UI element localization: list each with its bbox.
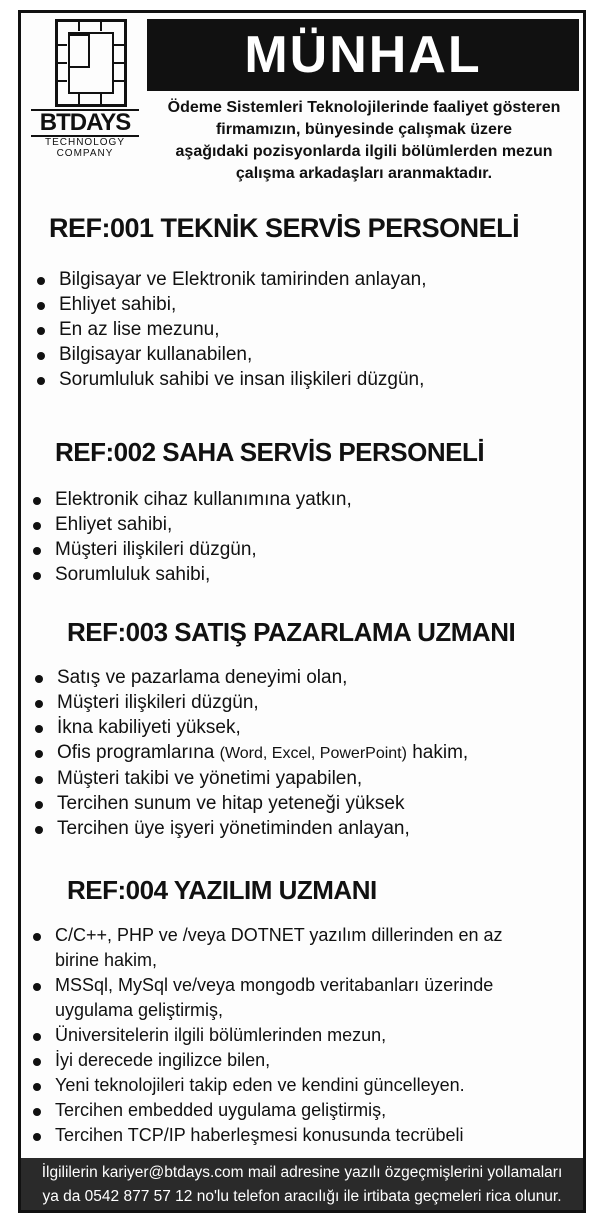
list-item: Müşteri ilişkileri düzgün,	[33, 690, 468, 715]
list-item: İkna kabiliyeti yüksek,	[33, 715, 468, 740]
list-item: Bilgisayar ve Elektronik tamirinden anlayan,	[35, 267, 427, 292]
list-item: MSSql, MySql ve/veya mongodb veritabanları üzerinde uygulama geliştirmiş,	[31, 973, 551, 1023]
list-item: Tercihen TCP/IP haberleşmesi konusunda tecrübeli	[31, 1123, 551, 1148]
intro-text	[145, 97, 583, 185]
footer-line: ya da 0542 877 57 12 no'lu telefon aracılığı ile irtibata geçmeleri rica olunur.	[42, 1188, 562, 1205]
intro-line: Ödeme Sistemleri Teknolojilerinde faaliyet gösteren	[167, 99, 561, 116]
list-item: Müşteri takibi ve yönetimi yapabilen,	[33, 766, 468, 791]
contact-footer	[21, 1158, 583, 1210]
list-item: Ehliyet sahibi,	[31, 512, 352, 537]
list-item: En az lise mezunu,	[35, 317, 427, 342]
ref-004-heading: REF:004 YAZILIM UZMANI	[67, 875, 377, 905]
logo-subtitle-line1: TECHNOLOGY	[44, 137, 125, 148]
ref-002-list	[31, 487, 352, 587]
office-text-end: hakim,	[406, 742, 469, 763]
ref-003-list	[33, 665, 468, 841]
logo-subtitle	[31, 137, 139, 159]
office-programs: (Word, Excel, PowerPoint)	[219, 745, 407, 762]
ref-001-list	[35, 267, 427, 392]
list-item: İyi derecede ingilizce bilen,	[31, 1048, 551, 1073]
list-item: Müşteri ilişkileri düzgün,	[31, 537, 352, 562]
logo-name: BTDAYS	[31, 109, 139, 137]
list-item: Satış ve pazarlama deneyimi olan,	[33, 665, 468, 690]
list-item: Elektronik cihaz kullanımına yatkın,	[31, 487, 352, 512]
list-item: Tercihen sunum ve hitap yeteneği yüksek	[33, 791, 468, 816]
list-item: Sorumluluk sahibi,	[31, 562, 352, 587]
office-text: Ofis programlarına	[57, 742, 220, 763]
advertisement-frame	[18, 10, 586, 1213]
footer-line: İlgililerin kariyer@btdays.com mail adresine yazılı özgeçmişlerini yollamaları	[41, 1164, 563, 1181]
intro-line: çalışma arkadaşları aranmaktadır.	[235, 165, 493, 182]
list-item: Bilgisayar kullanabilen,	[35, 342, 427, 367]
list-item: Tercihen embedded uygulama geliştirmiş,	[31, 1098, 551, 1123]
list-item: Tercihen üye işyeri yönetiminden anlayan,	[33, 816, 468, 841]
list-item: Ehliyet sahibi,	[35, 292, 427, 317]
ref-004-list	[31, 923, 551, 1148]
list-item: Sorumluluk sahibi ve insan ilişkileri düzgün,	[35, 367, 427, 392]
list-item: C/C++, PHP ve /veya DOTNET yazılım dillerinden en az birine hakim,	[31, 923, 551, 973]
ref-003-heading: REF:003 SATIŞ PAZARLAMA UZMANI	[67, 617, 516, 647]
ref-002-heading: REF:002 SAHA SERVİS PERSONELİ	[55, 437, 485, 467]
intro-line: firmamızın, bünyesinde çalışmak üzere	[215, 121, 513, 138]
list-item: Üniversitelerin ilgili bölümlerinden mezun,	[31, 1023, 551, 1048]
page-title-banner: MÜNHAL	[147, 19, 579, 91]
company-logo	[29, 19, 141, 161]
logo-subtitle-line2: COMPANY	[56, 148, 114, 159]
ref-001-heading: REF:001 TEKNİK SERVİS PERSONELİ	[49, 213, 520, 243]
list-item	[33, 740, 468, 766]
logo-grid-icon	[55, 19, 127, 107]
list-item: Yeni teknolojileri takip eden ve kendini güncelleyen.	[31, 1073, 551, 1098]
intro-line: aşağıdaki pozisyonlarda ilgili bölümlerden mezun	[175, 143, 553, 160]
